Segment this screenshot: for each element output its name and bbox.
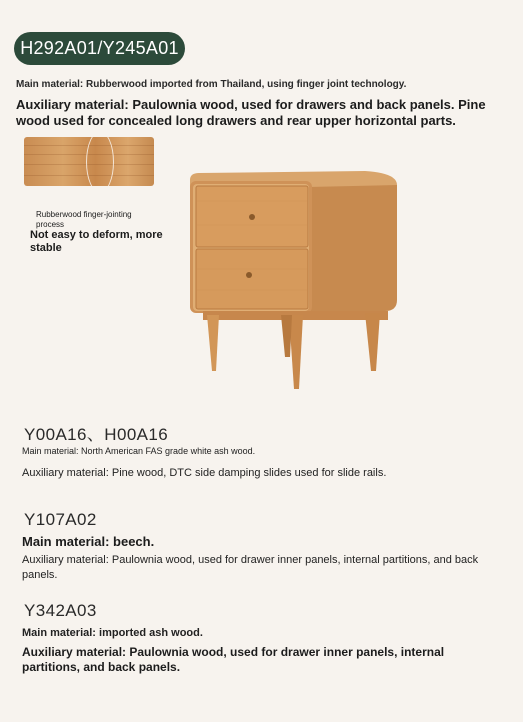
variant-main-material-2: Main material: beech. [22,534,155,549]
variant-aux-material-2: Auxiliary material: Paulownia wood, used for drawer inner panels, internal partitions, and back panels. [22,554,479,581]
variant-aux-material-3: Auxiliary material: Paulownia wood, used for drawer inner panels, internal partitions, and back panels. [22,645,445,674]
stability-caption: Not easy to deform, more stable [30,229,163,254]
finger-joint-caption: Rubberwood finger-jointing process [36,210,132,229]
variant-code-2: Y107A02 [24,510,97,529]
model-code-badge [14,32,185,65]
variant-aux-material-1: Auxiliary material: Pine wood, DTC side damping slides used for slide rails. [22,467,387,479]
variant-code-3: Y342A03 [24,601,97,620]
nightstand-image [185,165,400,395]
auxiliary-material-text: Auxiliary material: Paulownia wood, used for drawers and back panels. Pine wood used for concealed long drawers and rear upper horizontal parts. [16,97,486,128]
variant-main-material-1: Main material: North American FAS grade white ash wood. [22,446,256,456]
wood-finger-joint-swatch [24,137,154,186]
model-code-text: H292A01/Y245A01 [20,38,179,58]
variant-main-material-3: Main material: imported ash wood. [22,627,203,639]
variant-code-1: Y00A16、H00A16 [24,425,169,444]
main-material-text: Main material: Rubberwood imported from Thailand, using finger joint technology. [16,79,407,90]
